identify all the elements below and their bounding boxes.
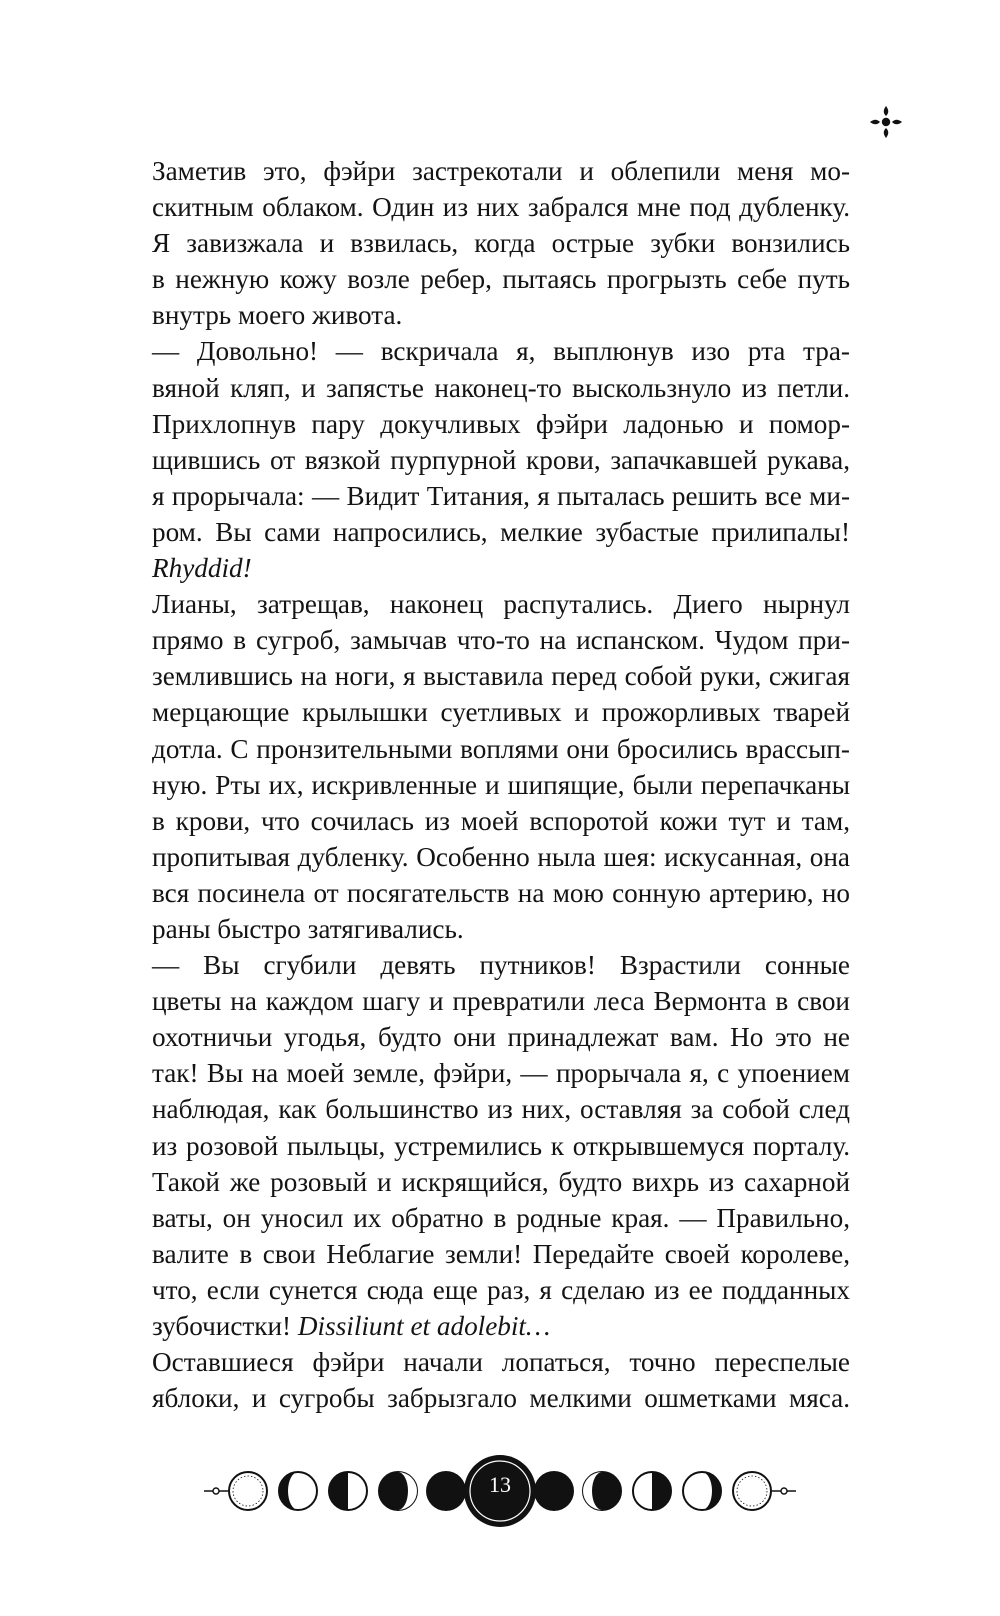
moon-half-icon (329, 1472, 367, 1510)
moon-full-icon (229, 1472, 267, 1510)
page-footer (200, 1436, 800, 1546)
text-line: щившись от вязкой пурпурной крови, запачкавшей рукава, (152, 444, 850, 475)
text-line: — Довольно! — вскричала я, выплюнув изо рта тра- (152, 336, 850, 367)
text-line: дотла. С пронзительными воплями они бросились врассып- (152, 733, 850, 764)
text-line: цветы на каждом шагу и превратили леса Вермонта в свои (152, 986, 850, 1017)
text-line: скитным облаком. Один из них забрался мне под дубленку. (152, 192, 850, 223)
moon-gibbous-icon (683, 1472, 721, 1510)
text-line: вяной кляп, и запястье наконец-то выскользнуло из петли. (152, 372, 850, 403)
text-line (108, 550, 850, 586)
text-line: в крови, что сочилась из моей вспоротой кожи тут и там, (152, 805, 850, 836)
text-line: — Вы сгубили девять путников! Взрастили сонные (152, 950, 850, 981)
moon-crescent-icon (583, 1472, 621, 1510)
paragraph (108, 947, 850, 1344)
text-line: так! Вы на моей земле, фэйри, — прорычала я, с упоением (152, 1058, 850, 1089)
text-line: мерцающие крылышки суетливых и прожорливых тварей (152, 697, 850, 728)
ornament-dot-icon (781, 1488, 787, 1494)
moon-full-icon (733, 1472, 771, 1510)
text-line: ром. Вы сами напросились, мелкие зубастые прилипалы! (152, 516, 850, 547)
text-line: валите в свои Неблагие земли! Передайте своей королеве, (152, 1238, 850, 1269)
text-line (108, 1308, 850, 1344)
page-number: 13 (489, 1472, 511, 1497)
text-line: Оставшиеся фэйри начали лопаться, точно переспелые (152, 1347, 850, 1378)
paragraph (108, 153, 850, 333)
paragraph (108, 586, 850, 947)
text-line: Я завизжала и взвилась, когда острые зубки вонзились (152, 228, 850, 259)
text-line: внутрь моего живота. (152, 300, 403, 331)
text-line: что, если сунется сюда еще раз, я сделаю из ее подданных (152, 1274, 850, 1305)
ornament-dot-icon (213, 1488, 219, 1494)
text-line: Лианы, затрещав, наконец распутались. Диего нырнул (152, 589, 850, 620)
text-line: из розовой пыльцы, устремились к открывшемуся порталу. (152, 1130, 850, 1161)
text-line: прямо в сугроб, замычав что-то на испанском. Чудом при- (152, 625, 850, 656)
text-line: пропитывая дубленку. Особенно ныла шея: искусанная, она (152, 841, 850, 872)
moon-crescent-icon (379, 1472, 417, 1510)
text-line: вся посинела от посягательств на мою сонную артерию, но (152, 877, 850, 908)
body-text (108, 153, 850, 1416)
text-line: я прорычала: — Видит Титания, я пыталась решить все ми- (152, 480, 850, 511)
text-line: охотничьи угодья, будто они принадлежат вам. Но это не (152, 1022, 850, 1053)
text-line: Прихлопнув пару докучливых фэйри ладонью и помор- (152, 408, 850, 439)
italic-word: Rhyddid! (152, 553, 252, 584)
moon-new-icon (534, 1471, 574, 1511)
text-line: в нежную кожу возле ребер, пытаясь прогрызть себе путь (152, 264, 850, 295)
fleur-cross-icon (868, 104, 904, 140)
text-line: наблюдая, как большинство из них, оставляя за собой след (152, 1094, 850, 1125)
text-line: землившись на ноги, я выставила перед собой руки, сжигая (152, 661, 850, 692)
text-line: Заметив это, фэйри застрекотали и облепили меня мо- (152, 156, 850, 186)
text-line: ваты, он уносил их обратно в родные края. — Правильно, (152, 1202, 850, 1233)
text-line: раны быстро затягивались. (152, 913, 464, 944)
paragraph (108, 333, 850, 586)
paragraph (108, 1344, 850, 1416)
italic-phrase: Dissiliunt et adolebit… (297, 1311, 551, 1341)
text-line: Такой же розовый и искрящийся, будто вихрь из сахарной (152, 1166, 850, 1197)
moon-half-icon (633, 1472, 671, 1510)
text-line: ную. Рты их, искривленные и шипящие, были перепачканы (152, 769, 850, 800)
text-line: яблоки, и сугробы забрызгало мелкими ошметками мяса. (152, 1383, 850, 1414)
text-fragment: зубочистки! (152, 1311, 298, 1341)
moon-gibbous-icon (279, 1472, 317, 1510)
